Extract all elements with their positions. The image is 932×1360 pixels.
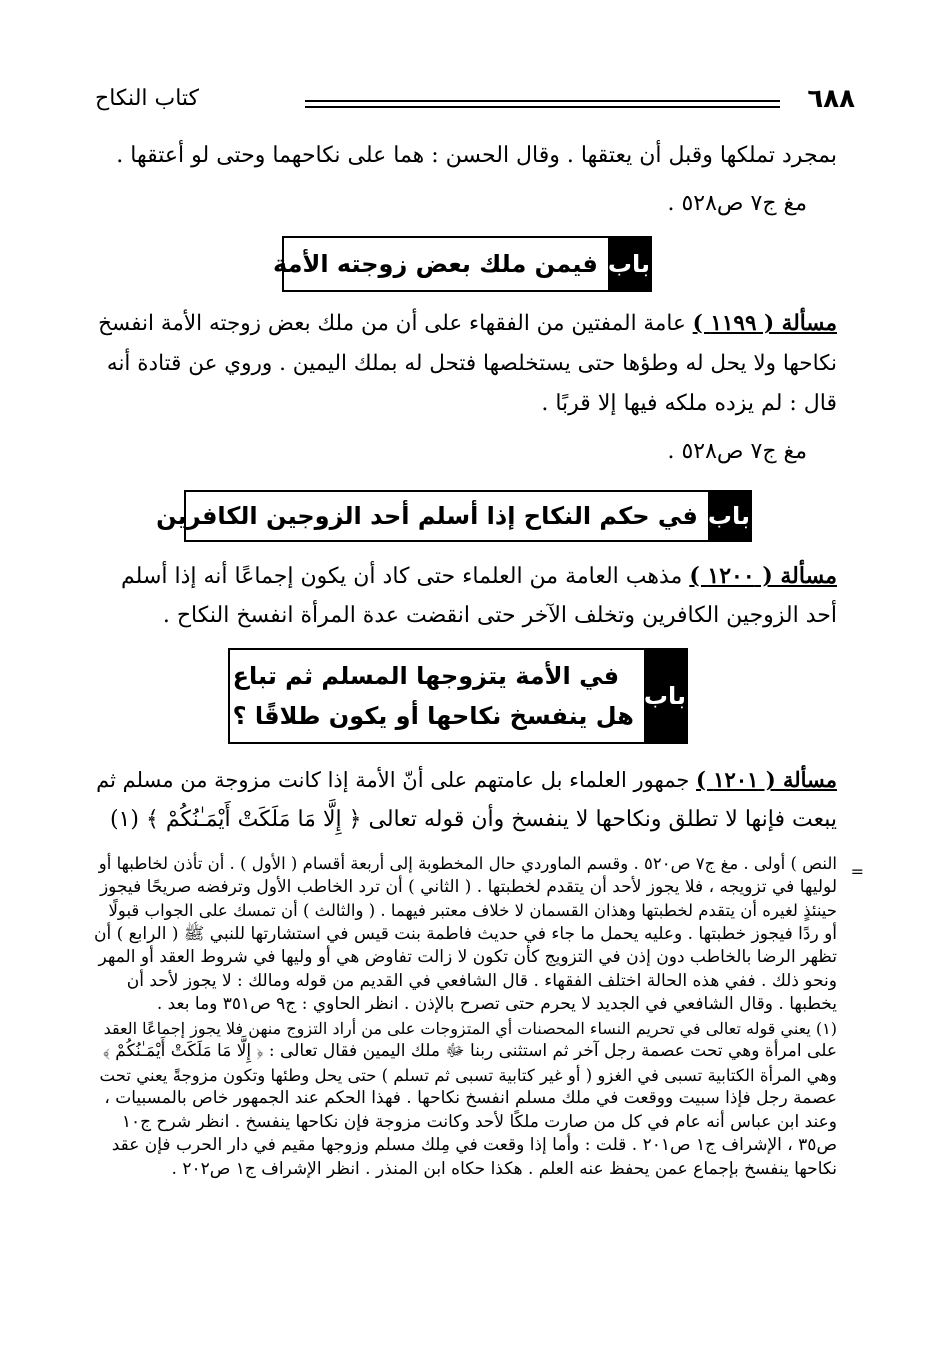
footnote-line: ونحو ذلك . ففي هذه الحالة اختلف الفقهاء . قال الشافعي في القديم من قوله ومالك : لا يجوز لأحد أن	[126, 970, 837, 991]
intro-line-1: بمجرد تملكها وقبل أن يعتقها . وقال الحسن : هما على نكاحهما وحتى لو أعتقها .	[116, 143, 837, 168]
masala-1199-line-3: قال : لم يزده ملكه فيها إلا قربًا .	[541, 391, 837, 416]
footnote-line: النص ) أولى . مغ ج٧ ص٥٢٠ . وقسم الماوردي حال المخطوبة إلى أربعة أقسام ( الأول ) . أن تأذن لخاطبها أو	[98, 854, 837, 873]
masala-text: مذهب العامة من العلماء حتى كاد أن يكون إجماعًا أنه إذا أسلم	[121, 564, 683, 589]
masala-1199-reference: مغ ج٧ ص٥٢٨ .	[667, 439, 807, 464]
masala-label: مسألة ( ١٢٠٠ )	[689, 563, 837, 589]
masala-text: جمهور العلماء بل عامتهم على أنّ الأمة إذا كانت مزوجة من مسلم ثم	[96, 768, 690, 792]
masala-label: مسألة ( ١٢٠١ )	[696, 767, 837, 792]
masala-text: عامة المفتين من الفقهاء على أن من ملك بعض زوجته الأمة انفسخ	[98, 311, 686, 336]
header-double-rule	[305, 100, 780, 108]
footnote-line: (١) يعني قوله تعالى في تحريم النساء المحصنات أي المتزوجات على من أراد التزوج منهن فلا يجوز إجماعًا العقد	[103, 1018, 837, 1038]
masala-label: مسألة ( ١١٩٩ )	[692, 311, 837, 336]
page-number: ٦٨٨	[807, 84, 855, 114]
masala-1201-line-2: يبعت فإنها لا تطلق ونكاحها لا ينفسخ وأن قوله تعالى ﴿ إِلَّا مَا مَلَكَتْ أَيْمَـٰنُكُمْ ﴾ (١)	[109, 807, 837, 832]
chapter-heading-3	[228, 648, 688, 744]
footnote-line: أو ردًا فيجوز خطبتها . وعليه يحمل ما جاء في حديث فاطمة بنت قيس في استشارتها للنبي ﷺ ( الرابع ) أن	[93, 923, 837, 944]
masala-1199-line-1	[95, 306, 837, 342]
chapter-heading-1	[273, 236, 652, 292]
chapter-title: فيمن ملك بعض زوجته الأمة	[273, 250, 598, 278]
chapter-title-block	[223, 650, 644, 742]
footnote-line: ص٣٥ ، الإشراف ج١ ص٢٠١ . قلت : وأما إذا وقعت في مِلك مسلم وزوجها مقيم في دار الحرب فإن عقد	[111, 1135, 837, 1155]
footnote-line: يخطبها . وقال الشافعي في الجديد لا يحرم حتى تصرح بالإذن . انظر الحاوي : ج٩ ص٣٥١ وما بعد .	[156, 994, 837, 1014]
chapter-title: في حكم النكاح إذا أسلم أحد الزوجين الكافرين	[156, 502, 698, 530]
chapter-heading-2	[156, 490, 752, 542]
intro-reference: مغ ج٧ ص٥٢٨ .	[667, 191, 807, 216]
footnote-line: حينئذٍ لغيره أن يتقدم لخطبتها وهذان القسمان لا خلاف معتبر فيهما . ( والثالث ) أن تمسك على الجواب قبولًا	[108, 901, 837, 920]
footnote-line: عصمة رجل فإذا سبيت ووقعت في ملك مسلم انفسخ نكاحها . فهذا الحكم عند الجمهور خاص بالمسبيات ،	[104, 1088, 837, 1108]
chapter-label: باب	[644, 650, 686, 742]
footnote-line: تظهر الرضا بالخاطب دون إذن في التزويج كأن تكون لا زالت تفاوض هي أو وليها في شروط العقد أو المهر	[98, 947, 837, 967]
chapter-label: باب	[708, 492, 750, 540]
running-header	[95, 84, 855, 124]
masala-1201-line-1	[95, 762, 837, 798]
footnote-line: وعند ابن عباس أنه عام في كل من صارت ملكًا لأحد وكانت مزوجة فإن نكاحها ينفسخ . انظر شرح ج١٠	[121, 1111, 837, 1132]
continuation-marker: =	[850, 862, 864, 881]
chapter-title-line-1: في الأمة يتزوجها المسلم ثم تباع	[232, 662, 620, 690]
footnote-line: لوليها في تزويجه ، فلا يجوز لأحد أن يتقدم لخطبتها . ( الثاني ) أن ترد الخاطب الأول وترفضه صريحًا فيجوز	[99, 876, 837, 897]
masala-1199-line-2: نكاحها ولا يحل له وطؤها حتى يستخلصها فتحل له بملك اليمين . وروي عن قتادة أنه	[106, 351, 837, 376]
footnote-line: وهي المرأة الكتابية تسبى في الغزو ( أو غير كتابية تسبى ثم تسلم ) حتى يحل وطئها وتكون مزوجةً يعني تحت	[99, 1065, 837, 1085]
chapter-title-line-2: هل ينفسخ نكاحها أو يكون طلاقًا ؟	[232, 702, 634, 730]
masala-1200-line-2: أحد الزوجين الكافرين وتخلف الآخر حتى انقضت عدة المرأة انفسخ النكاح .	[162, 603, 837, 628]
footnotes-block	[95, 852, 837, 1181]
chapter-label: باب	[608, 238, 650, 290]
masala-1200-line-1	[95, 558, 837, 595]
footnote-line: على امرأة وهي تحت عصمة رجل آخر ثم استثنى ربنا ﷻ ملك اليمين فقال تعالى : ﴿ إِلَّا مَا مَلَكَتْ أَيْمَـٰنُكُمْ ﴾	[102, 1041, 837, 1061]
footnote-line: نكاحها ينفسخ بإجماع عمن يحفظ عنه العلم . هكذا حكاه ابن المنذر . انظر الإشراف ج١ ص٢٠٢ .	[171, 1158, 837, 1179]
book-title: كتاب النكاح	[95, 86, 200, 111]
